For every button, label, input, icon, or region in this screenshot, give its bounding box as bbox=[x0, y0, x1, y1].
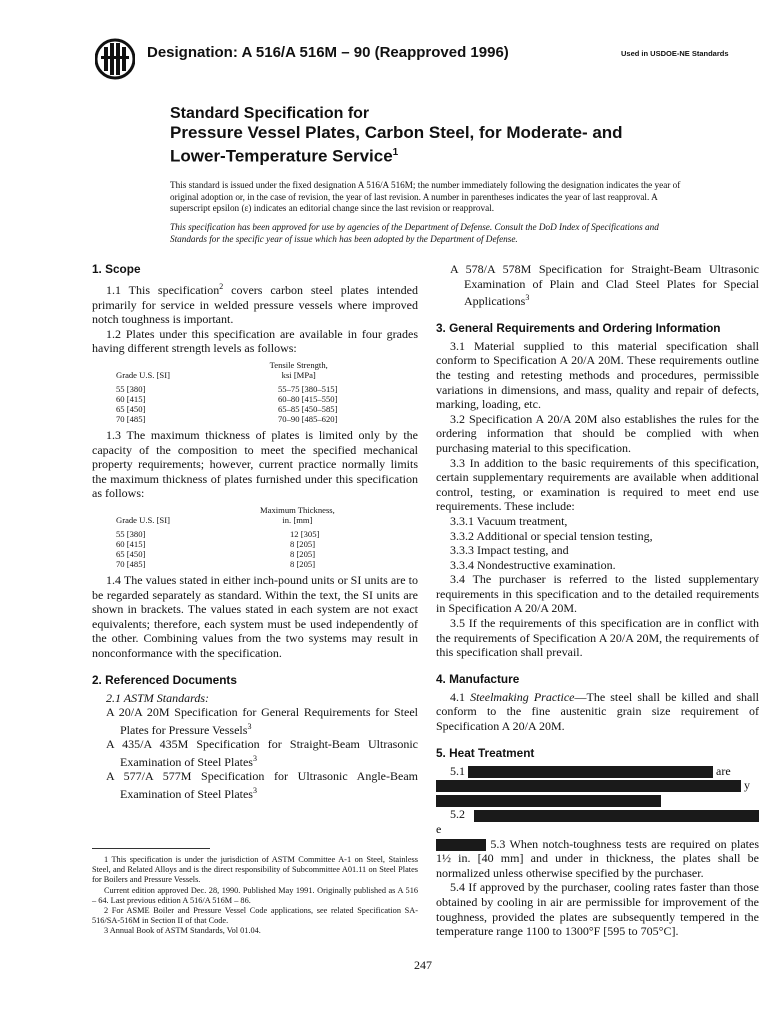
defense-note: This specification has been approved for use by agencies of the Department of Defense. Consult the DoD Index of Specifications and Standards for the specific year of issue which has been adopted by the Department of Defense. bbox=[170, 222, 659, 244]
table2-header-a: Maximum Thickness, bbox=[260, 504, 335, 515]
redaction-bar bbox=[436, 780, 741, 792]
para-5-4: 5.4 If approved by the purchaser, cooling rates faster than those obtained by cooling in air are permissible for improvement of the toughness, provided the plates are subsequently tempered in the temperature range 1100 to 1300°F [595 to 705°C]. bbox=[436, 880, 759, 939]
list-item: 3.3.3 Impact testing, and bbox=[450, 543, 569, 558]
table-row: 60 [415] 60–80 [415–550] bbox=[116, 393, 338, 404]
table-row: 70 [485] 8 [205] bbox=[116, 558, 316, 569]
tensile-strength-table bbox=[116, 360, 337, 424]
para-3-5: 3.5 If the requirements of this specification are in conflict with the requirements of Specification A 20/A 20M, the requirements of this specification shall prevail. bbox=[436, 616, 759, 660]
footnote-rule bbox=[92, 848, 210, 849]
para-2-1: 2.1 ASTM Standards: bbox=[106, 690, 210, 705]
list-item: 3.3.4 Nondestructive examination. bbox=[450, 557, 616, 572]
footnote-1: 1 This specification is under the jurisdiction of ASTM Committee A-1 on Steel, Stainless Steel, and Related Alloys and is the direct responsibility of Subcommittee A01.11 on Steel Plates for Boilers and Pressure Vessels. bbox=[92, 855, 418, 885]
table-row: 60 [415] 8 [205] bbox=[116, 538, 316, 549]
footnote-1b: Current edition approved Dec. 28, 1990. Published May 1991. Originally published as A 516 – 64. Last previous edition A 516/A 516M – 86. bbox=[92, 885, 418, 905]
document-title bbox=[170, 104, 690, 167]
page-number: 247 bbox=[414, 958, 432, 972]
table1-header-grade: Grade U.S. [SI] bbox=[116, 369, 170, 380]
para-5-3: 5.3 When notch-toughness tests are required on plates 1½ in. [40 mm] and under in thickness, the plates shall be normalized unless otherwise specified by the purchaser. bbox=[436, 836, 760, 880]
title-line-1: Standard Specification for bbox=[170, 105, 370, 122]
section-4-heading: 4. Manufacture bbox=[436, 671, 520, 686]
para-5-1-redacted-line3 bbox=[436, 793, 759, 808]
section-3-heading: 3. General Requirements and Ordering Information bbox=[436, 320, 721, 335]
title-line-3: Lower-Temperature Service$^1$ bbox=[170, 146, 399, 166]
ref-item-a578: A 578/A 578M Specification for Straight-Beam Ultrasonic Examination of Plain and Clad Steel Plates for Special Applications$^3$ bbox=[450, 262, 759, 309]
para-1-2: 1.2 Plates under this specification are available in four grades having different strength levels as follows: bbox=[92, 326, 418, 356]
left-column bbox=[92, 262, 418, 802]
para-1-1: 1.1 This specification$^2$ covers carbon steel plates intended primarily for service in welded pressure vessels where improved notch toughness is important. bbox=[92, 282, 418, 327]
table-row: 70 [485] 70–90 [485–620] bbox=[116, 413, 338, 424]
para-4-1: 4.1 Steelmaking Practice—The steel shall be killed and shall conform to the fine austenitic grain size requirement of Specification A 20/A 20M. bbox=[436, 689, 759, 734]
redaction-bar bbox=[436, 795, 661, 807]
redaction-bar bbox=[436, 839, 486, 851]
table-row: 55 [380] 55–75 [380–515] bbox=[116, 383, 338, 394]
section-5-heading: 5. Heat Treatment bbox=[436, 745, 535, 760]
max-thickness-table bbox=[116, 505, 335, 569]
ref-item-a20: A 20/A 20M Specification for General Requirements for Steel Plates for Pressure Vessels$^3$ bbox=[106, 705, 418, 737]
para-3-3: 3.3 In addition to the basic requirements of this specification, certain supplementary requirements are available when additional control, testing, or examination is required to meet end use requirements. These include: bbox=[436, 455, 759, 514]
para-3-4: 3.4 The purchaser is referred to the listed supplementary requirements in this specification and to the detailed requirements in Specification A 20/A 20M. bbox=[436, 572, 759, 616]
table2-header-b: in. [mm] bbox=[282, 514, 313, 525]
used-in-label: Used in USDOE-NE Standards bbox=[621, 49, 729, 58]
list-item: 3.3.2 Additional or special tension testing, bbox=[450, 528, 653, 543]
ref-item-a435: A 435/A 435M Specification for Straight-Beam Ultrasonic Examination of Steel Plates$^3$ bbox=[106, 737, 418, 769]
redaction-bar bbox=[474, 810, 759, 822]
table1-header-a: Tensile Strength, bbox=[269, 359, 328, 370]
list-item: 3.3.1 Vacuum treatment, bbox=[450, 513, 568, 528]
astm-logo bbox=[95, 37, 135, 81]
para-1-3: 1.3 The maximum thickness of plates is limited only by the capacity of the composition to meet the specified mechanical property requirements; however, current practice normally limits the maximum thickness of plates furnished under this specification as follows: bbox=[92, 427, 418, 501]
table1-header-b: ksi [MPa] bbox=[281, 369, 316, 380]
footnote-2: 2 For ASME Boiler and Pressure Vessel Code applications, see related Specification SA-516/SA-516M in Section II of that Code. bbox=[92, 906, 418, 926]
redaction-bar bbox=[468, 766, 713, 778]
para-1-4: 1.4 The values stated in either inch-pound units or SI units are to be regarded separately as standard. Within the text, the SI units are shown in brackets. The values stated in each system are not exact equivalents; therefore, each system must be used independently of the other. Combining values from the two systems may result in nonconformance with the specification. bbox=[92, 572, 418, 660]
para-5-1-redacted-line2: y bbox=[436, 778, 759, 793]
para-3-1: 3.1 Material supplied to this material specification shall conform to Specification A 20/A 20M. These requirements outline the testing and retesting methods and procedures, permissible variations in dimensions, and mass, quality and repair of defects, marking, loading, etc. bbox=[436, 338, 759, 412]
section-2-heading: 2. Referenced Documents bbox=[92, 672, 237, 687]
table2-header-grade: Grade U.S. [SI] bbox=[116, 514, 170, 525]
footnotes bbox=[92, 855, 418, 937]
footnote-3: 3 Annual Book of ASTM Standards, Vol 01.04. bbox=[104, 926, 261, 936]
title-line-2: Pressure Vessel Plates, Carbon Steel, for Moderate- and bbox=[170, 123, 623, 142]
table-row: 55 [380] 12 [305] bbox=[116, 528, 320, 539]
para-5-1-redacted: 5.1 are bbox=[450, 763, 731, 778]
designation: Designation: A 516/A 516M – 90 (Reapproved 1996) bbox=[147, 44, 509, 61]
issued-note: This standard is issued under the fixed designation A 516/A 516M; the number immediately following the designation indicates the year of original adoption or, in the case of revision, the year of last revision. A number in parentheses indicates the year of last reapproval. A superscript epsilon (ε) indicates an editorial change since the last revision or reapproval. bbox=[170, 180, 681, 213]
ref-item-a577: A 577/A 577M Specification for Ultrasonic Angle-Beam Examination of Steel Plates$^3$ bbox=[106, 769, 418, 802]
right-column bbox=[436, 262, 759, 939]
para-5-2-redacted: 5.2 e bbox=[436, 807, 759, 836]
table-row: 65 [450] 65–85 [450–585] bbox=[116, 403, 338, 414]
section-1-heading: 1. Scope bbox=[92, 262, 141, 276]
para-3-2: 3.2 Specification A 20/A 20M also establishes the rules for the ordering information that should be complied with when purchasing material to this specification. bbox=[436, 411, 759, 455]
table-row: 65 [450] 8 [205] bbox=[116, 548, 316, 559]
